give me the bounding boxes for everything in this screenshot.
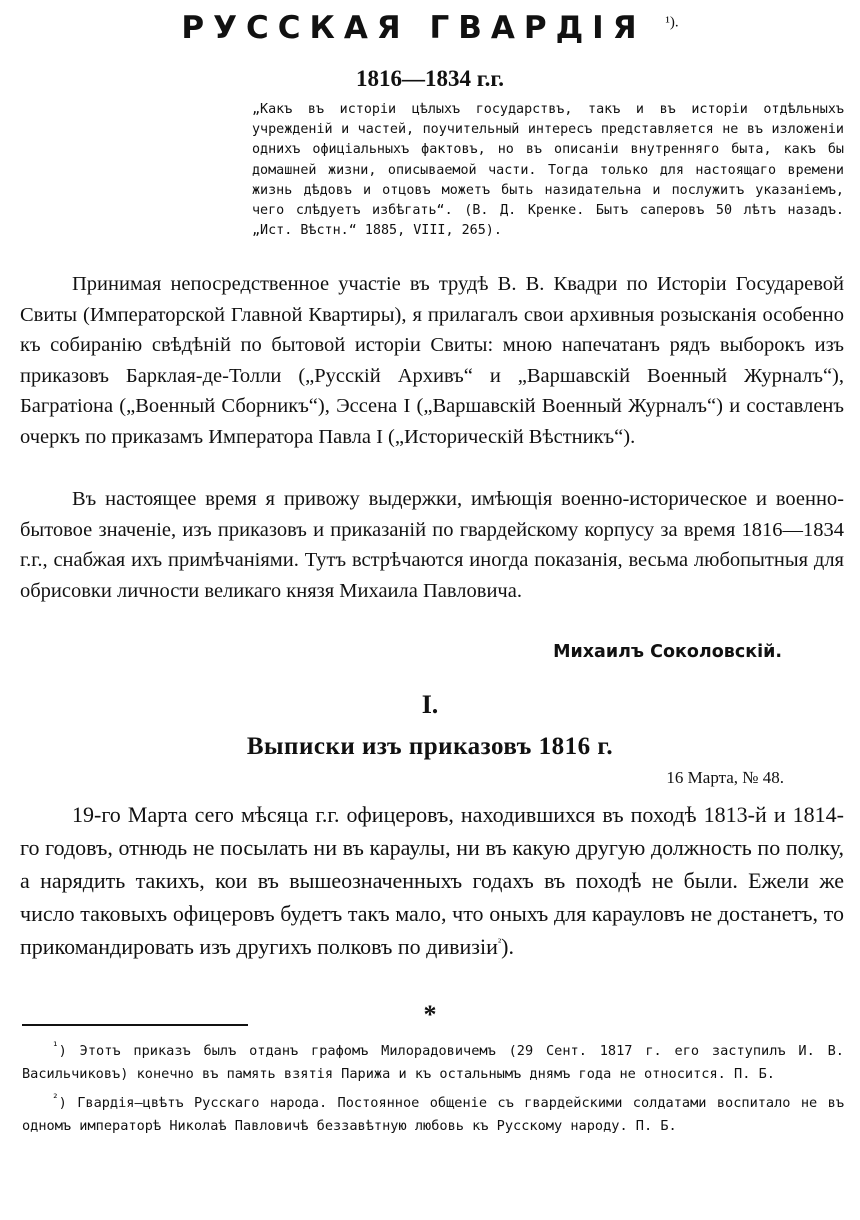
order-paragraph-text xyxy=(20,798,844,963)
title-text: РУССКАЯ ГВАРДІЯ xyxy=(181,10,646,46)
footnote-1-text: ) Этотъ приказъ былъ отданъ графомъ Милорадовичемъ (29 Сент. 1817 г. его заступилъ И. В. Васильчиковъ) конечно въ память взятія Парижа и къ остальнымъ днямъ года не относится. П. Б. xyxy=(22,1043,844,1082)
footnote-2-text: ) Гвардія—цвѣтъ Русскаго народа. Постоянное общеніе съ гвардейскими солдатами воспитало не въ одномъ императорѣ Николаѣ Павловичѣ беззавѣтную любовь къ Русскому народу. П. Б. xyxy=(22,1095,844,1134)
intro-paragraph-2 xyxy=(20,484,844,606)
footnote-rule xyxy=(22,1024,248,1026)
footnote-1-mark: ¹ xyxy=(52,1039,59,1053)
footnote-2 xyxy=(22,1092,844,1137)
years-subtitle: 1816—1834 г.г. xyxy=(356,66,504,91)
section-number: I. xyxy=(421,690,439,719)
order-footnote-mark: ² xyxy=(497,936,502,949)
intro-paragraph-2-text: Въ настоящее время я привожу выдержки, имѣющія военно-историческое и военно-бытовое значеніе, изъ приказовъ и приказаній по гвардейскому корпусу за время 1816—1834 г.г., снабжая ихъ примѣчаніями. Тутъ встрѣчаются иногда показанія, весьма любопытныя для обрисовки личности великаго князя Михаила Павловича. xyxy=(20,488,844,602)
intro-paragraph-1 xyxy=(20,269,844,452)
page-title xyxy=(0,10,860,46)
order-paragraph xyxy=(20,798,844,963)
section-separator: * xyxy=(423,1000,437,1029)
title-footnote-mark: ¹). xyxy=(665,14,679,31)
order-date: 16 Марта, № 48. xyxy=(666,768,784,787)
footnotes xyxy=(22,1040,844,1144)
epigraph: „Какъ въ исторіи цѣлыхъ государствъ, такъ и въ исторіи отдѣльныхъ учрежденій и частей, поучительный интересъ представляется не въ изложеніи однихъ офиціальныхъ фактовъ, но въ описаніи внутренняго быта, какъ бы домашней жизни, описываемой части. Тогда только для настоящаго времени жизнь дѣдовъ и отцовъ можетъ быть назидательна и послужитъ указаніемъ, чего слѣдуетъ избѣгать“. (В. Д. Кренке. Бытъ саперовъ 50 лѣтъ назадъ. „Ист. Вѣстн.“ 1885, VIII, 265). xyxy=(252,102,844,239)
order-end: ). xyxy=(501,934,514,959)
footnote-1 xyxy=(22,1040,844,1085)
footnote-2-mark: ² xyxy=(52,1091,59,1105)
author-signature: Михаилъ Соколовскій. xyxy=(553,642,782,662)
intro-paragraph-1-text: Принимая непосредственное участіе въ трудѣ В. В. Квадри по Исторіи Государевой Свиты (Императорской Главной Квартиры), я прилагалъ свои архивныя розысканія особенно къ собиранію свѣдѣній по бытовой исторіи Свиты: мною напечатанъ рядъ выборокъ изъ приказовъ Барклая-де-Толли („Русскій Архивъ“ и „Варшавскій Военный Журналъ“), Багратіона („Военный Сборникъ“), Эссена I („Варшавскій Военный Журналъ“) и составленъ очеркъ по приказамъ Императора Павла I („Историческій Вѣстникъ“). xyxy=(20,273,844,448)
order-text: 19-го Марта сего мѣсяца г.г. офицеровъ, находившихся въ походѣ 1813-й и 1814-го годовъ, отнюдь не посылать ни въ караулы, ни въ какую другую должность по полку, а нарядить такихъ, кои въ вышеозначенныхъ годахъ въ походѣ не были. Ежели же число таковыхъ офицеровъ будетъ такъ мало, что оныхъ для карауловъ не достанетъ, то прикомандировать изъ другихъ полковъ по дивизіи xyxy=(20,802,844,959)
section-title: Выписки изъ приказовъ 1816 г. xyxy=(246,733,614,760)
